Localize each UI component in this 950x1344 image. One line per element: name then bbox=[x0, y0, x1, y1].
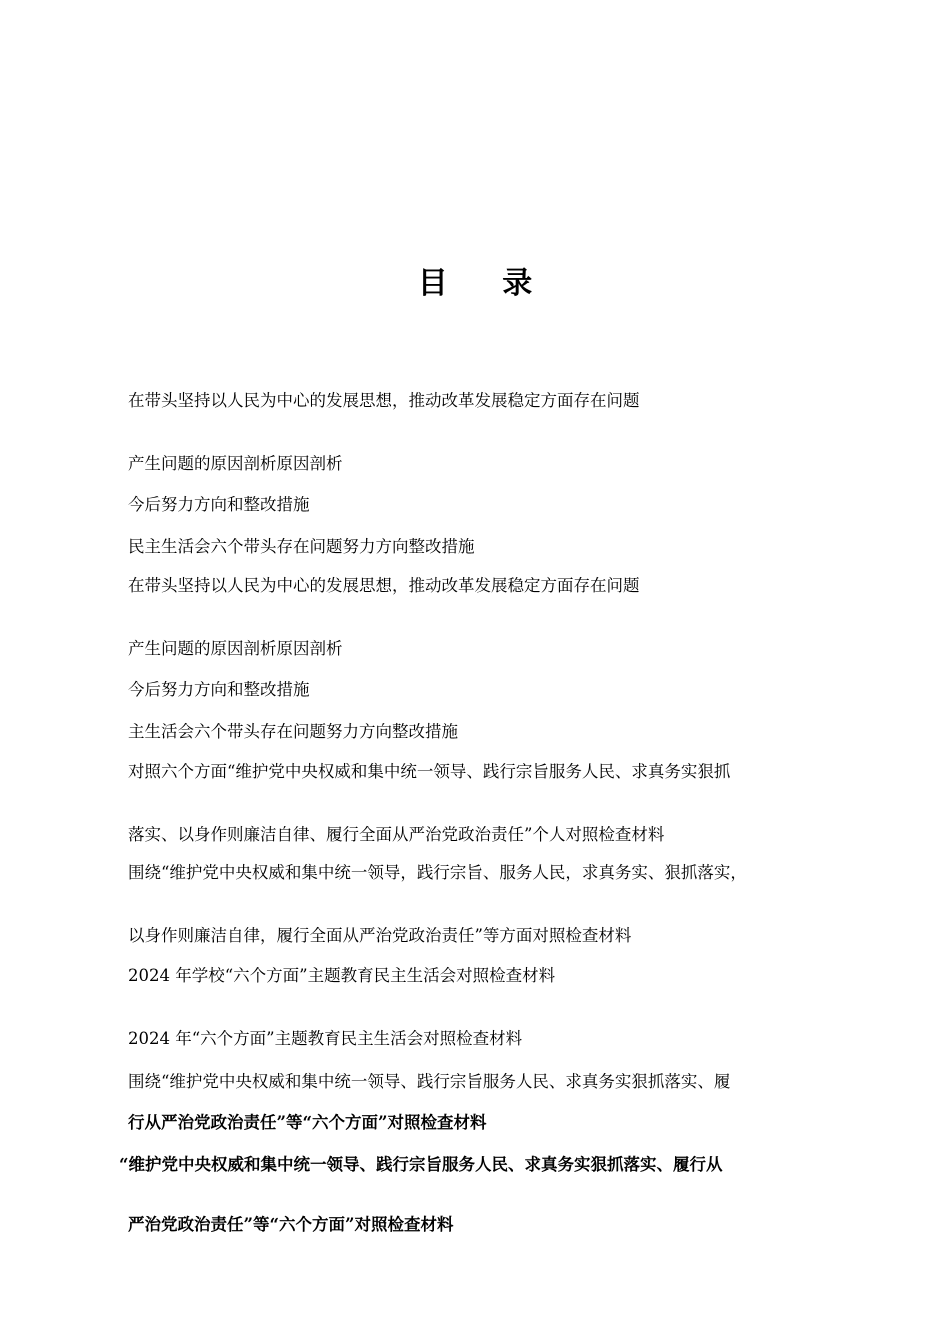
toc-entry[interactable]: 产生问题的原因剖析原因剖析 bbox=[128, 454, 343, 473]
toc-entry[interactable]: 今后努力方向和整改措施 bbox=[128, 680, 310, 699]
toc-entry-continuation[interactable]: 以身作则廉洁自律，履行全面从严治党政治责任”等方面对照检查材料 bbox=[128, 926, 632, 945]
toc-entry[interactable]: “维护党中央权威和集中统一领导、践行宗旨服务人民、求真务实狠抓落实、履行从 bbox=[119, 1155, 723, 1174]
toc-entry[interactable]: 产生问题的原因剖析原因剖析 bbox=[128, 639, 343, 658]
toc-entry[interactable]: 对照六个方面“维护党中央权威和集中统一领导、践行宗旨服务人民、求真务实狠抓 bbox=[128, 762, 731, 781]
toc-entry[interactable]: 在带头坚持以人民为中心的发展思想，推动改革发展稳定方面存在问题 bbox=[128, 391, 640, 410]
toc-entry[interactable]: 民主生活会六个带头存在问题努力方向整改措施 bbox=[128, 537, 475, 556]
toc-entry[interactable]: 2024 年“六个方面”主题教育民主生活会对照检查材料 bbox=[128, 1029, 523, 1048]
toc-entry[interactable]: 主生活会六个带头存在问题努力方向整改措施 bbox=[128, 722, 458, 741]
page-title: 目 录 bbox=[417, 266, 555, 301]
toc-entry-continuation[interactable]: 严治党政治责任”等“六个方面”对照检查材料 bbox=[128, 1215, 454, 1234]
toc-entry-continuation[interactable]: 落实、以身作则廉洁自律、履行全面从严治党政治责任”个人对照检查材料 bbox=[128, 825, 665, 844]
toc-entry-continuation[interactable]: 行从严治党政治责任”等“六个方面”对照检查材料 bbox=[128, 1113, 487, 1132]
toc-entry[interactable]: 今后努力方向和整改措施 bbox=[128, 495, 310, 514]
toc-entry[interactable]: 围绕“维护党中央权威和集中统一领导，践行宗旨、服务人民，求真务实、狠抓落实， bbox=[128, 863, 747, 882]
toc-entry[interactable]: 围绕“维护党中央权威和集中统一领导、践行宗旨服务人民、求真务实狠抓落实、履 bbox=[128, 1072, 731, 1091]
toc-entry[interactable]: 在带头坚持以人民为中心的发展思想，推动改革发展稳定方面存在问题 bbox=[128, 576, 640, 595]
toc-entry[interactable]: 2024 年学校“六个方面”主题教育民主生活会对照检查材料 bbox=[128, 966, 556, 985]
